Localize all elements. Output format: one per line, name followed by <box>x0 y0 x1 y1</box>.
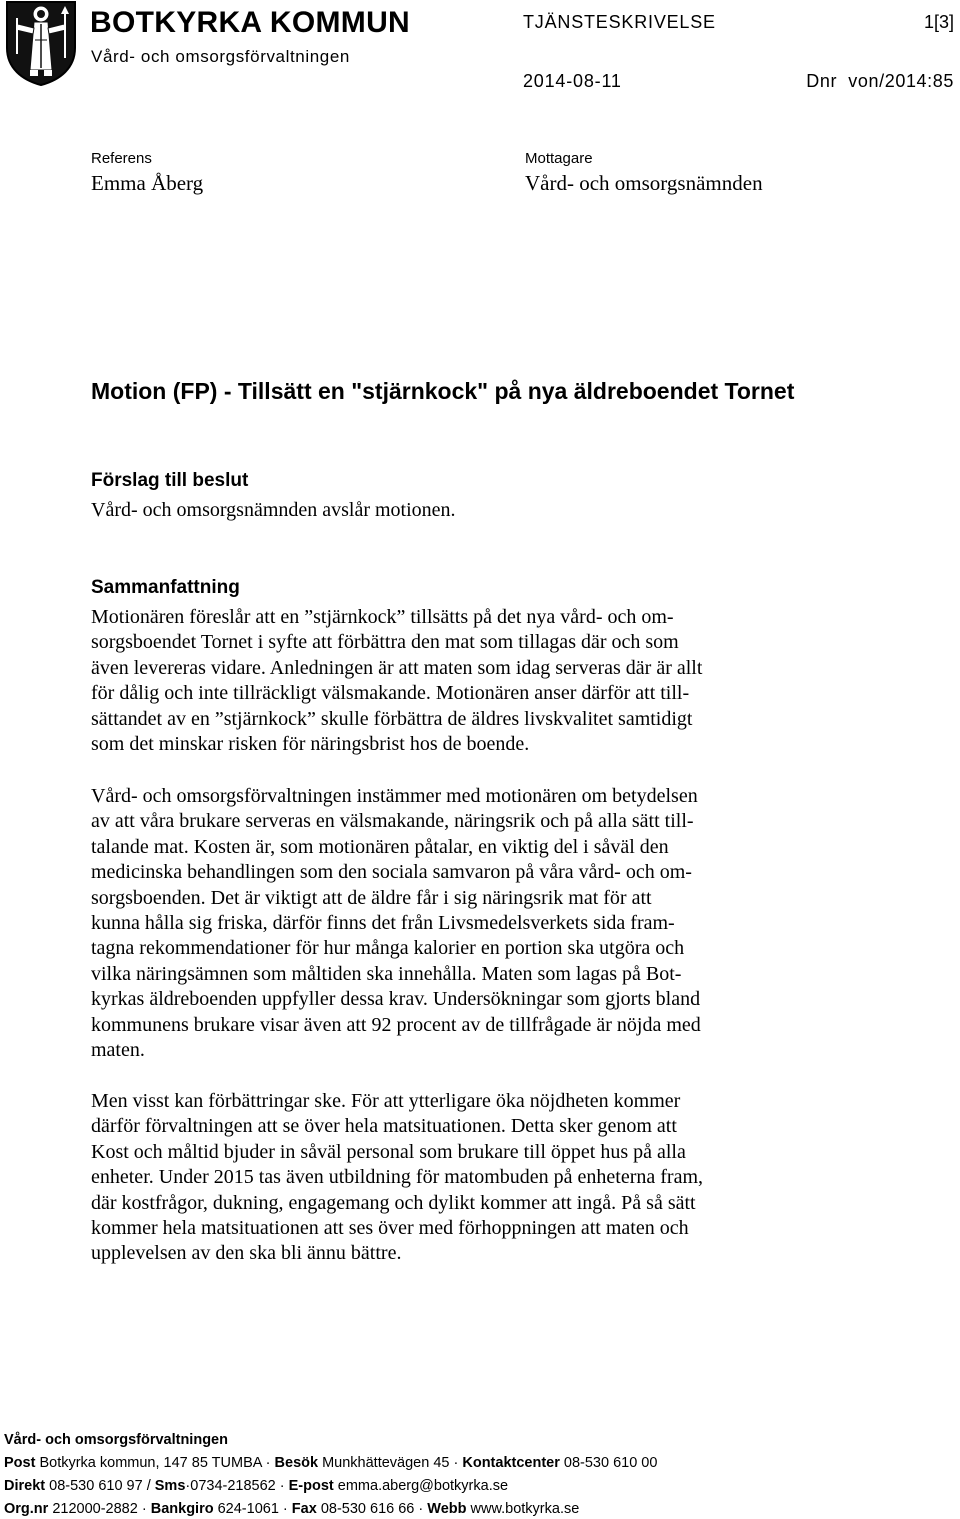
recipient-value: Vård- och omsorgsnämnden <box>525 171 763 195</box>
footer-address-line <box>4 1454 657 1472</box>
footer-contact-line <box>4 1477 508 1495</box>
recipient-label: Mottagare <box>525 150 593 167</box>
footer-contact-label: Kontaktcenter <box>462 1455 560 1471</box>
footer-fax-value: 08-530 616 66 <box>320 1501 415 1517</box>
footer-separator: · <box>453 1455 459 1471</box>
footer-contact-value: 08-530 610 00 <box>563 1455 658 1471</box>
footer-separator: · <box>282 1501 288 1517</box>
footer-email-value[interactable]: emma.aberg@botkyrka.se <box>337 1478 509 1494</box>
footer-web-value[interactable]: www.botkyrka.se <box>470 1501 580 1517</box>
footer-post-label: Post <box>4 1455 36 1471</box>
footer-registry-line <box>4 1500 579 1518</box>
footer-sms-value: 0734-218562 <box>190 1478 276 1494</box>
footer-direct-value: 08-530 610 97 / <box>49 1478 151 1494</box>
footer-separator: · <box>141 1501 147 1517</box>
reference-value: Emma Åberg <box>91 171 204 195</box>
footer-web-label: Webb <box>427 1501 467 1517</box>
reference-label: Referens <box>91 150 152 167</box>
document-type: TJÄNSTESKRIVELSE <box>523 12 716 32</box>
footer-separator: · <box>279 1478 285 1494</box>
footer-sms-label: Sms <box>154 1478 186 1494</box>
page-number: 1[3] <box>923 12 954 32</box>
footer-separator: · <box>265 1455 271 1471</box>
summary-paragraph: Motionären föreslår att en ”stjärnkock” tillsätts på det nya vård- och om- sorgsboendet Tornet i syfte att förbättra den mat som tillagas där och som även levereras vidare. Anledningen är att maten som idag serveras där är allt för dålig och inte tillräckligt välsmakande. Motionären anser därför att till- sättandet av en ”stjärnkock” skulle förbättra de äldres livskvalitet samtidigt som det minskar risken för näringsbrist hos de boende. <box>91 606 703 756</box>
document-date: 2014-08-11 <box>523 71 622 91</box>
proposal-heading: Förslag till beslut <box>91 470 249 491</box>
organization-name: BOTKYRKA KOMMUN <box>90 6 411 39</box>
footer-email-label: E-post <box>288 1478 334 1494</box>
document-dnr: Dnr von/2014:85 <box>806 71 954 91</box>
footer-fax-label: Fax <box>291 1501 317 1517</box>
footer-bankgiro-value: 624-1061 <box>217 1501 279 1517</box>
coat-of-arms-icon <box>4 0 78 86</box>
footer-separator: · <box>418 1501 424 1517</box>
summary-paragraph: Vård- och omsorgsförvaltningen instämmer med motionären om betydelsen av att våra brukare serveras en välsmakande, näringsrik och på alla sätt till- talande mat. Kosten är, som motionären påtalar, en viktig del i såväl den medicinska behandlingen som den sociala samvaron på våra vård- och om- sorgsboenden. Det är viktigt att de äldre får i sig näringsrik mat för att kunna hålla sig friska, därför finns det från Livsmedelsverkets sida fram- tagna rekommendationer för hur många kalorier en portion ska utgöra och vilka näringsämnen som måltiden ska innehålla. Maten som lagas på Bot- kyrkas äldreboenden uppfyller dessa krav. Undersökningar som gjorts bland kommunens brukare visar även att 92 procent av de tillfrågade är nöjda med maten. <box>91 785 701 1062</box>
footer-department: Vård- och omsorgsförvaltningen <box>4 1432 228 1448</box>
footer-visit-label: Besök <box>274 1455 319 1471</box>
footer-direct-label: Direkt <box>4 1478 46 1494</box>
summary-paragraph: Men visst kan förbättringar ske. För att ytterligare öka nöjdheten kommer därför förvaltningen att se över hela matsituationen. Detta sker genom att Kost och måltid bjuder in såväl personal som brukare till öppet hus på alla enheter. Under 2015 tas även utbildning för matombuden på enheterna fram, där kostfrågor, dukning, engagemang och dylikt kommer att ingå. På så sätt kommer hela matsituationen att ses över med förhoppningen att maten och upplevelsen av den ska bli ännu bättre. <box>91 1090 704 1265</box>
footer-separator: · <box>185 1478 191 1494</box>
proposal-text: Vård- och omsorgsnämnden avslår motionen. <box>91 499 456 521</box>
document-title: Motion (FP) - Tillsätt en "stjärnkock" på nya äldreboendet Tornet <box>91 378 795 404</box>
footer-orgnr-label: Org.nr <box>4 1501 49 1517</box>
footer-visit-value: Munkhättevägen 45 <box>322 1455 450 1471</box>
summary-heading: Sammanfattning <box>91 577 240 598</box>
footer-bankgiro-label: Bankgiro <box>150 1501 214 1517</box>
footer-orgnr-value: 212000-2882 <box>52 1501 138 1517</box>
footer-post-value: Botkyrka kommun, 147 85 TUMBA <box>39 1455 262 1471</box>
department-name: Vård- och omsorgsförvaltningen <box>91 47 350 66</box>
